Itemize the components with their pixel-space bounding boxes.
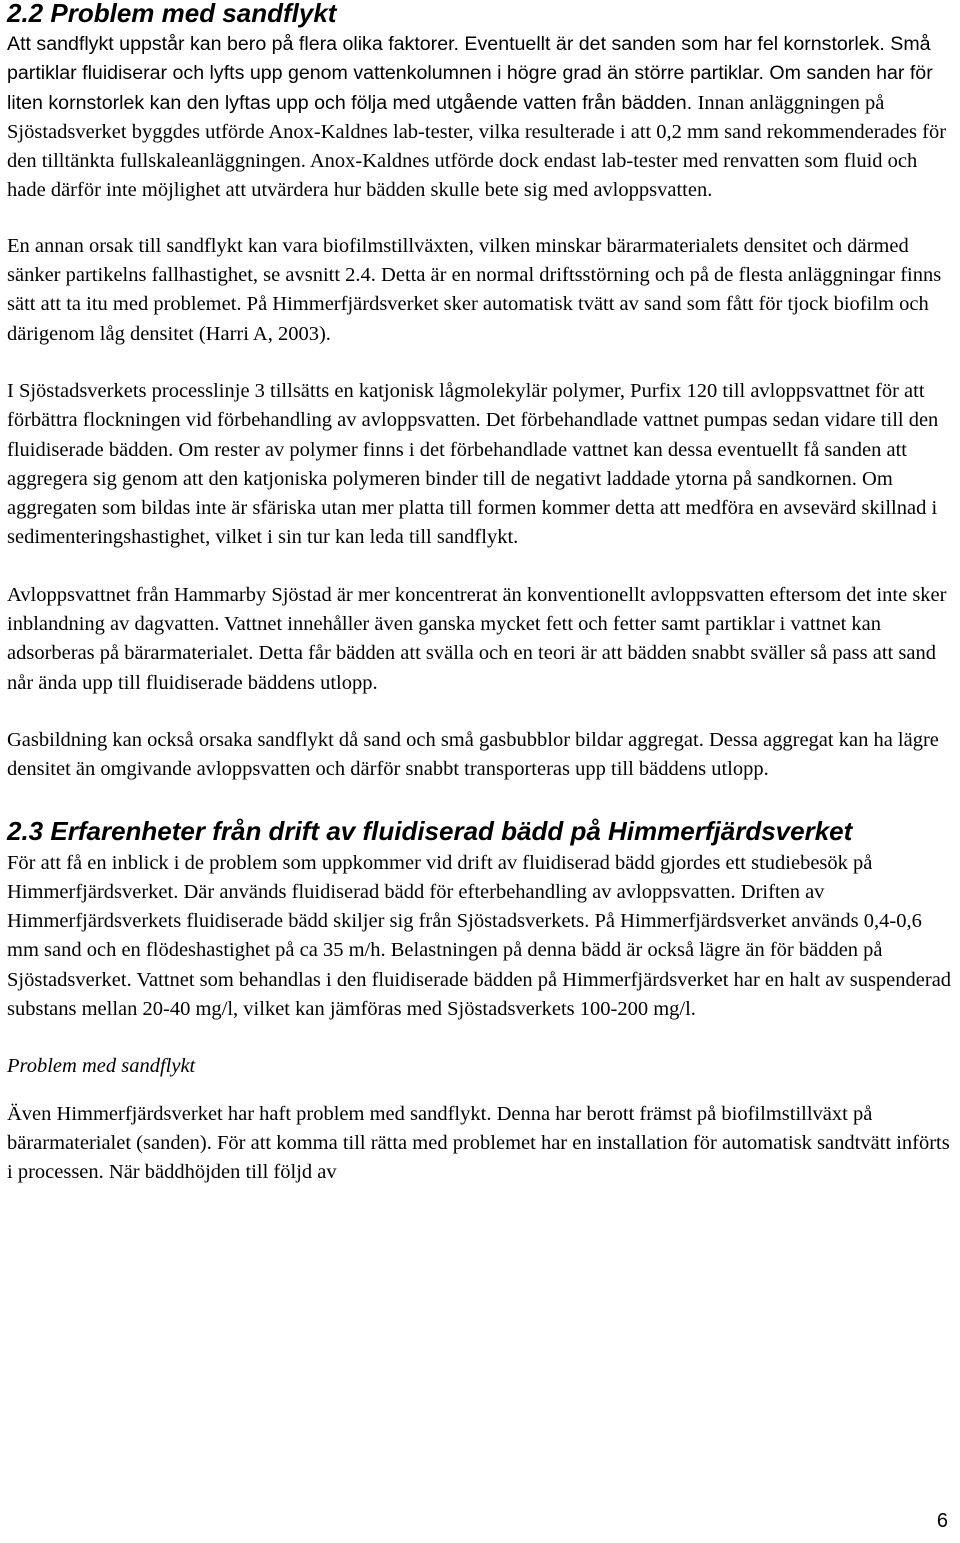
paragraph-biofilm: En annan orsak till sandflykt kan vara biofilmstillväxten, vilken minskar bärarmaterialets densitet och därmed sänker partikelns fallhastighet, se avsnitt 2.4. Detta är en normal driftsstörning och på de flesta anläggningar finns sätt att ta itu med problemet. På Himmerfjärdsverket sker automatisk tvätt av sand som fått för tjock biofilm och därigenom låg densitet (Harri A, 2003). [7,234,942,345]
paragraph-study-visit: För att få en inblick i de problem som uppkommer vid drift av fluidiserad bädd gjordes ett studiebesök på Himmerfjärdsverket. Där används fluidiserad bädd för efterbehandling av avloppsvatten. Driften av Himmerfjärdsverkets fluidiserade bädd skiljer sig från Sjöstadsverkets. På Himmerfjärdsverket används 0,4-0,6 mm sand och en flödeshastighet på ca 35 m/h. Belastningen på denna bädd är också lägre än för bädden på Sjöstadsverket. Vattnet som behandlas i den fluidiserade bädden på Himmerfjärdsverket har en halt av suspenderad substans mellan 20-40 mg/l, vilket kan jämföras med Sjöstadsverkets 100-200 mg/l. [7,851,952,1021]
paragraph-himmerfjard-problem: Även Himmerfjärdsverket har haft problem med sandflykt. Denna har berott främst på biofilmstillväxt på bärarmaterialet (sanden). För att komma till rätta med problemet har en installation för automatisk sandtvätt införts i processen. När bäddhöjden till följd av [7,1102,950,1184]
paragraph-wastewater: Avloppsvattnet från Hammarby Sjöstad är mer koncentrerat än konventionellt avloppsvatten eftersom det inte sker inblandning av dagvatten. Vattnet innehåller även ganska mycket fett och fetter samt partiklar i vattnet kan adsorberas på bärarmaterialet. Detta får bädden att svälla och en teori är att bädden snabbt sväller så pass att sand når ända upp till fluidiserade bäddens utlopp. [7,583,947,694]
paragraph-sandflykt-causes [7,30,953,206]
document-page [7,0,953,1188]
paragraph-gas-formation: Gasbildning kan också orsaka sandflykt då sand och små gasbubblor bildar aggregat. Dessa aggregat kan ha lägre densitet än omgivande avloppsvatten och därför snabbt transporteras upp till bäddens utlopp. [7,728,939,781]
paragraph-segment-serif: Innan anläggningen på Sjöstadsverket byggdes utförde Anox-Kaldnes lab-tester, vilka resulterade i att 0,2 mm sand rekommenderades för den tilltänkta fullskaleanläggningen. Anox-Kaldnes utförde dock endast lab-tester med renvatten som fluid och hade därför inte möjlighet att utvärdera hur bädden skulle bete sig med avloppsvatten. [7,91,947,202]
paragraph-polymer: I Sjöstadsverkets processlinje 3 tillsätts en katjonisk lågmolekylär polymer, Purfix 120 till avloppsvattnet för att förbättra flockningen vid förbehandling av avloppsvatten. Det förbehandlade vattnet pumpas sedan vidare till den fluidiserade bädden. Om rester av polymer finns i det förbehandlade vattnet kan dessa eventuellt få sanden att aggregera sig genom att den katjoniska polymeren binder till de negativt laddade ytorna på sandkornen. Om aggregaten som bildas inte är sfäriska utan mer platta till formen kommer detta att medföra en avsevärd skillnad i sedimenteringshastighet, vilket i sin tur kan leda till sandflykt. [7,379,939,549]
subheading-problem-sandflykt: Problem med sandflykt [7,1055,196,1078]
paragraph-segment-sans: Att sandflykt uppstår kan bero på flera olika faktorer. Eventuellt är det sanden som har fel kornstorlek. Små partiklar fluidiserar och lyfts upp genom vattenkolumnen i högre grad än större partiklar. Om sanden har för liten kornstorlek kan den lyftas upp och följa med utgående vatten från bädden. [7,33,933,114]
section-heading-2-2: 2.2 Problem med sandflykt [7,0,337,28]
page-number: 6 [936,1510,948,1532]
section-heading-2-3: 2.3 Erfarenheter från drift av fluidiserad bädd på Himmerfjärdsverket [7,815,853,846]
